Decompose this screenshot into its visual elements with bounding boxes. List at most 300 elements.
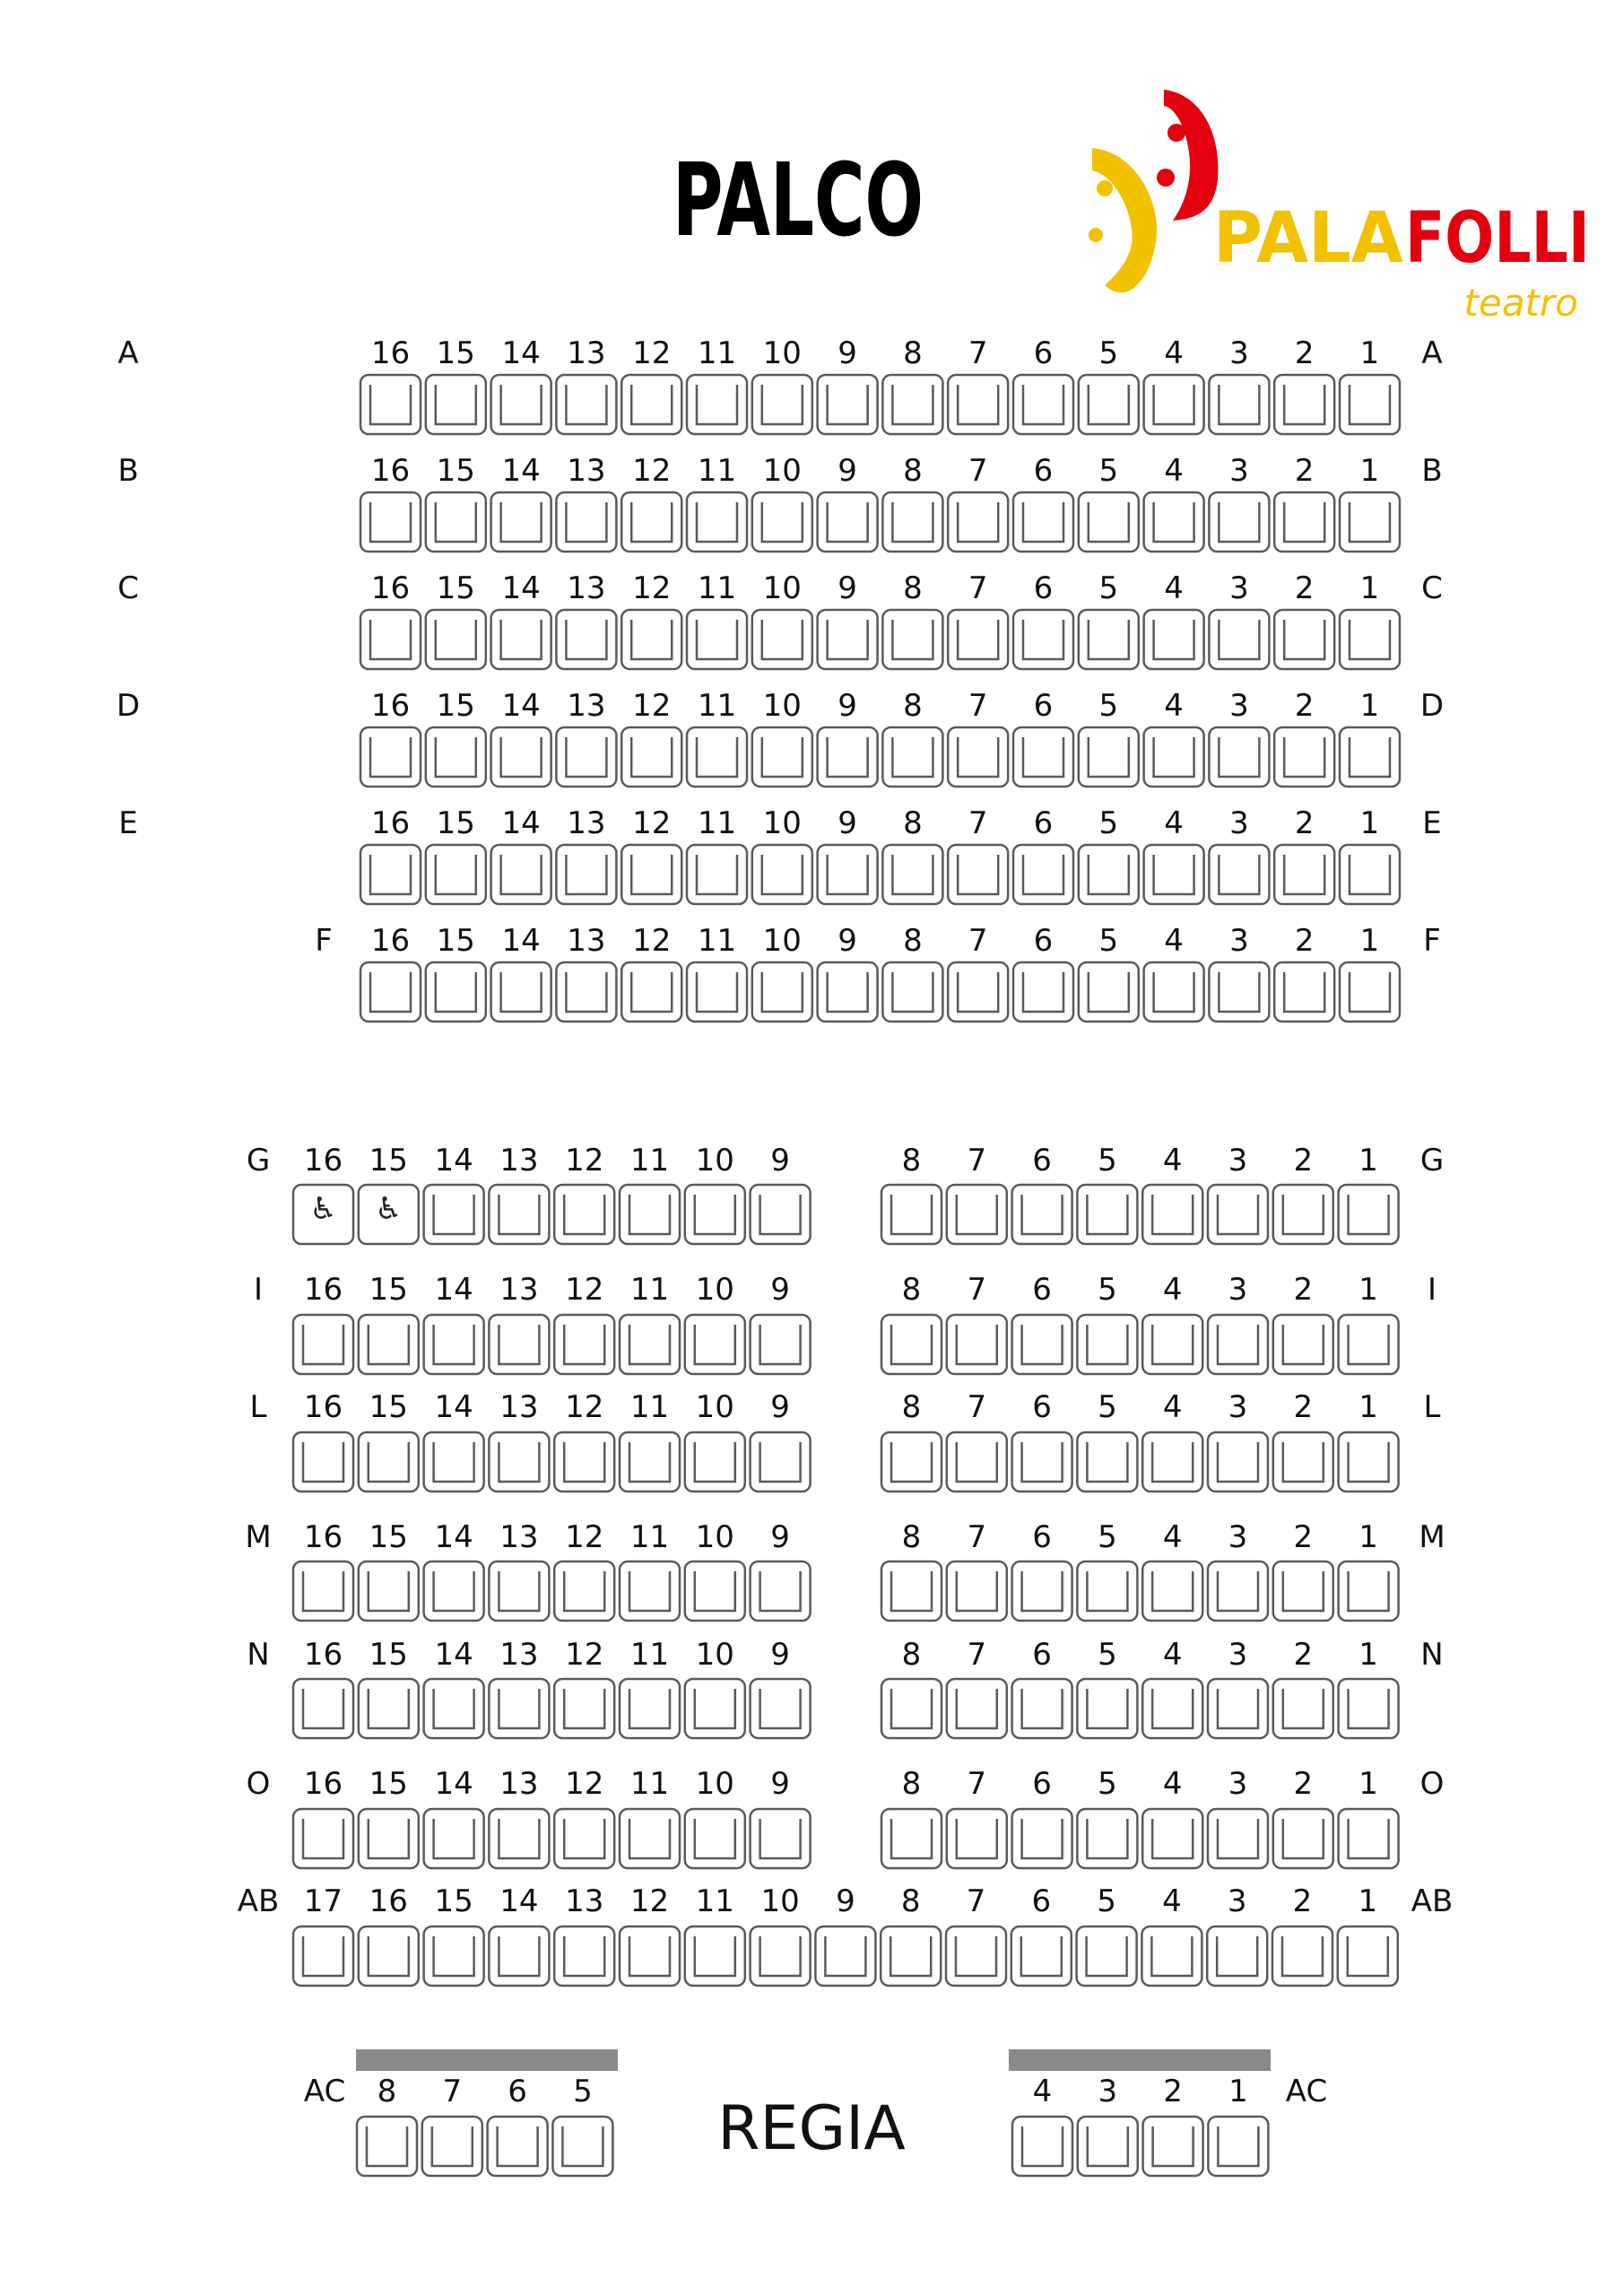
seat-number: 8 — [903, 923, 923, 959]
seat[interactable] — [1340, 962, 1400, 1022]
stage-label: PALCO — [673, 143, 924, 259]
seat[interactable] — [752, 492, 812, 552]
seat-row — [245, 1519, 1445, 1621]
seat[interactable] — [752, 962, 812, 1022]
seat[interactable] — [489, 1679, 549, 1738]
seat-number: 8 — [903, 688, 923, 724]
seat[interactable] — [621, 375, 681, 434]
seat[interactable] — [687, 375, 747, 434]
seat[interactable] — [554, 1809, 614, 1868]
seat[interactable] — [1077, 1679, 1137, 1738]
seat[interactable] — [1273, 1679, 1333, 1738]
seat[interactable] — [1340, 492, 1400, 552]
seat[interactable] — [947, 1432, 1007, 1492]
seat-number: 1 — [1358, 1272, 1378, 1308]
seat[interactable] — [1339, 1315, 1399, 1374]
seat-number: 8 — [901, 1519, 922, 1555]
seat[interactable] — [1011, 1926, 1072, 1986]
seat[interactable] — [1207, 1926, 1267, 1986]
seat[interactable] — [1142, 1809, 1202, 1868]
seat[interactable] — [556, 610, 616, 669]
seat[interactable] — [1012, 1432, 1072, 1492]
seat[interactable] — [1208, 1315, 1268, 1374]
seat[interactable] — [1013, 962, 1073, 1022]
seat-number: 10 — [762, 335, 802, 371]
seat[interactable] — [491, 610, 551, 669]
seat[interactable] — [685, 1809, 745, 1868]
seat-number: 11 — [629, 1389, 670, 1425]
seat[interactable] — [948, 962, 1008, 1022]
seat-number: 7 — [968, 335, 988, 371]
seat-number: 7 — [968, 570, 988, 606]
seat-number: 14 — [434, 1389, 473, 1425]
seat[interactable] — [426, 375, 486, 434]
seat[interactable] — [1273, 1432, 1333, 1492]
seat-number: 3 — [1228, 1143, 1248, 1178]
seat[interactable] — [359, 1315, 419, 1374]
seat[interactable] — [947, 1185, 1007, 1244]
seat-number: 14 — [499, 1883, 539, 1919]
seat[interactable] — [1012, 1561, 1072, 1621]
seat[interactable] — [1144, 727, 1204, 787]
seat[interactable] — [360, 492, 421, 552]
seat-number: 9 — [770, 1389, 790, 1425]
seat[interactable] — [1208, 2117, 1268, 2176]
seat-number: 11 — [697, 923, 737, 959]
seat[interactable] — [489, 1432, 549, 1492]
seat[interactable] — [620, 1561, 680, 1621]
seat[interactable] — [752, 845, 812, 904]
seat[interactable] — [621, 962, 681, 1022]
seat-number: 3 — [1228, 1272, 1248, 1308]
seat[interactable] — [1273, 1185, 1333, 1244]
seat-number: 13 — [567, 335, 606, 371]
seat-number: 5 — [1098, 453, 1119, 489]
seat[interactable] — [947, 1315, 1007, 1374]
seat[interactable] — [359, 1432, 419, 1492]
seat[interactable] — [489, 1185, 549, 1244]
seat[interactable] — [685, 1315, 745, 1374]
seat-number: 1 — [1358, 1519, 1378, 1555]
seat[interactable] — [1079, 610, 1139, 669]
seat-number: 15 — [369, 1766, 408, 1802]
seat[interactable] — [1144, 375, 1204, 434]
seat[interactable] — [1143, 2117, 1203, 2176]
seat[interactable] — [947, 1561, 1007, 1621]
seat[interactable] — [685, 1432, 745, 1492]
seat[interactable] — [556, 845, 616, 904]
seat[interactable] — [752, 727, 812, 787]
seat[interactable] — [489, 1315, 549, 1374]
seat[interactable] — [556, 962, 616, 1022]
seat[interactable] — [554, 1679, 614, 1738]
seat[interactable] — [360, 845, 421, 904]
row-label-right: E — [1422, 805, 1442, 841]
seat-number: 14 — [434, 1143, 473, 1178]
seat[interactable] — [882, 727, 942, 787]
seat[interactable] — [947, 1679, 1007, 1738]
row-label-left: AC — [303, 2074, 346, 2109]
seat-number: 16 — [303, 1766, 343, 1802]
seat[interactable] — [752, 375, 812, 434]
seat[interactable] — [818, 727, 878, 787]
seat[interactable] — [554, 1315, 614, 1374]
seat[interactable] — [554, 1561, 614, 1621]
seat[interactable] — [556, 375, 616, 434]
seat[interactable] — [426, 610, 486, 669]
seat-number: 2 — [1294, 335, 1315, 371]
seat-number: 10 — [762, 453, 802, 489]
seat[interactable] — [426, 962, 486, 1022]
seat-number: 4 — [1032, 2074, 1053, 2109]
seat-number: 3 — [1229, 923, 1249, 959]
seat[interactable] — [1079, 962, 1139, 1022]
seat[interactable] — [882, 492, 942, 552]
seat[interactable] — [948, 845, 1008, 904]
seat-number: 13 — [499, 1272, 539, 1308]
seat[interactable] — [360, 610, 421, 669]
seat-number: 3 — [1228, 1637, 1248, 1673]
seat[interactable] — [1340, 610, 1400, 669]
seat[interactable] — [815, 1926, 875, 1986]
control-room-label: REGIA — [717, 2093, 906, 2164]
seat[interactable] — [620, 1926, 680, 1986]
seat[interactable] — [359, 1809, 419, 1868]
seat[interactable] — [1209, 727, 1269, 787]
brand-tagline: teatro — [1463, 281, 1578, 325]
seat[interactable] — [948, 727, 1008, 787]
seat[interactable] — [1077, 1926, 1137, 1986]
seat[interactable] — [751, 1185, 811, 1244]
seat[interactable] — [621, 492, 681, 552]
seat-number: 3 — [1229, 453, 1249, 489]
seat[interactable] — [1012, 2117, 1072, 2176]
seat[interactable] — [1144, 492, 1204, 552]
seat[interactable] — [751, 1809, 811, 1868]
seat[interactable] — [489, 1561, 549, 1621]
seat[interactable] — [1144, 845, 1204, 904]
seat[interactable] — [1209, 375, 1269, 434]
seat-number: 3 — [1229, 688, 1249, 724]
seat[interactable] — [881, 1185, 942, 1244]
seat-number: 11 — [697, 570, 737, 606]
seat-number: 14 — [434, 1519, 473, 1555]
seat[interactable] — [556, 492, 616, 552]
seat-number: 2 — [1293, 1766, 1314, 1802]
seat[interactable] — [818, 962, 878, 1022]
seat-number: 1 — [1359, 923, 1380, 959]
seat[interactable] — [882, 610, 942, 669]
seat-number: 9 — [838, 335, 857, 371]
seat[interactable] — [1208, 1432, 1268, 1492]
seat[interactable] — [360, 962, 421, 1022]
seat[interactable] — [552, 2117, 612, 2176]
seat[interactable] — [293, 1809, 353, 1868]
seat-number: 10 — [695, 1272, 734, 1308]
seat-number: 4 — [1164, 923, 1184, 959]
seat[interactable] — [946, 1926, 1006, 1986]
seat[interactable] — [1077, 1315, 1137, 1374]
seat[interactable] — [424, 1926, 484, 1986]
seat[interactable] — [1142, 1185, 1202, 1244]
seat[interactable] — [491, 375, 551, 434]
seat[interactable] — [1272, 1926, 1332, 1986]
seat-row — [250, 1389, 1441, 1492]
seat[interactable] — [818, 610, 878, 669]
seat[interactable] — [620, 1185, 680, 1244]
seat-number: 13 — [567, 570, 606, 606]
seat-number: 1 — [1359, 335, 1380, 371]
row-label-left: N — [247, 1637, 270, 1673]
row-label-left: F — [315, 923, 333, 959]
seat-number: 8 — [901, 1389, 922, 1425]
seat-number: 2 — [1294, 805, 1315, 841]
seat-number: 1 — [1228, 2074, 1248, 2109]
seat[interactable] — [621, 727, 681, 787]
seat[interactable] — [1013, 610, 1073, 669]
seat[interactable] — [687, 962, 747, 1022]
seat[interactable] — [1209, 492, 1269, 552]
seat[interactable] — [489, 1926, 549, 1986]
seat[interactable] — [1339, 1679, 1399, 1738]
seat[interactable] — [1209, 610, 1269, 669]
seat[interactable] — [491, 727, 551, 787]
seat-number: 15 — [436, 335, 475, 371]
seat[interactable] — [360, 727, 421, 787]
seat[interactable] — [882, 845, 942, 904]
seat-number: 2 — [1163, 2074, 1183, 2109]
seat[interactable] — [424, 1561, 484, 1621]
seat[interactable] — [947, 1809, 1007, 1868]
seat[interactable] — [293, 1315, 353, 1374]
seat[interactable] — [1339, 1561, 1399, 1621]
seat[interactable] — [1013, 845, 1073, 904]
seat[interactable] — [1209, 845, 1269, 904]
seat[interactable] — [687, 610, 747, 669]
seat-number: 10 — [762, 688, 802, 724]
seat-number: 7 — [968, 688, 988, 724]
seat[interactable] — [1079, 727, 1139, 787]
seat[interactable] — [1079, 845, 1139, 904]
seat[interactable] — [1339, 1432, 1399, 1492]
palafolli-logo — [1089, 90, 1590, 325]
seat[interactable] — [426, 492, 486, 552]
seat[interactable] — [359, 1561, 419, 1621]
seat[interactable] — [424, 1185, 484, 1244]
seat[interactable] — [687, 727, 747, 787]
seat[interactable] — [1078, 2117, 1138, 2176]
seat[interactable] — [491, 962, 551, 1022]
seat[interactable] — [422, 2117, 482, 2176]
seat[interactable] — [818, 492, 878, 552]
seat-number: 7 — [442, 2074, 463, 2109]
seat[interactable] — [1012, 1809, 1072, 1868]
seat[interactable] — [1274, 492, 1334, 552]
seat[interactable] — [1079, 375, 1139, 434]
seat[interactable] — [1142, 1561, 1202, 1621]
seat[interactable] — [424, 1432, 484, 1492]
seat[interactable] — [881, 1926, 941, 1986]
seat[interactable] — [1144, 610, 1204, 669]
seat[interactable] — [1209, 962, 1269, 1022]
seat[interactable] — [1077, 1561, 1137, 1621]
seat[interactable] — [1142, 1679, 1202, 1738]
seat[interactable] — [620, 1315, 680, 1374]
seat[interactable] — [359, 1926, 419, 1986]
seat[interactable] — [1340, 375, 1400, 434]
seat[interactable] — [621, 610, 681, 669]
seat[interactable] — [1208, 1679, 1268, 1738]
seat-number: 4 — [1162, 1143, 1183, 1178]
seat[interactable] — [1338, 1926, 1398, 1986]
seat[interactable] — [1274, 962, 1334, 1022]
row-label-right: AC — [1285, 2074, 1328, 2109]
seat[interactable] — [1274, 610, 1334, 669]
seat[interactable] — [293, 1926, 353, 1986]
seat[interactable] — [818, 845, 878, 904]
seat[interactable] — [1208, 1809, 1268, 1868]
seat[interactable] — [1340, 727, 1400, 787]
seat[interactable] — [685, 1561, 745, 1621]
seat-number: 11 — [697, 805, 737, 841]
seat[interactable] — [424, 1809, 484, 1868]
seat[interactable] — [554, 1432, 614, 1492]
seat[interactable] — [1077, 1185, 1137, 1244]
seat[interactable] — [293, 1561, 353, 1621]
seat-number: 7 — [967, 1389, 987, 1425]
seat[interactable] — [1208, 1185, 1268, 1244]
seat-row — [315, 923, 1441, 1022]
seat[interactable] — [620, 1679, 680, 1738]
seat[interactable] — [1077, 1432, 1137, 1492]
seat[interactable] — [1274, 845, 1334, 904]
seat[interactable] — [621, 845, 681, 904]
seat[interactable] — [489, 1809, 549, 1868]
seat[interactable] — [1142, 1432, 1202, 1492]
seat-number: 4 — [1162, 1883, 1182, 1919]
row-label-right: F — [1423, 923, 1441, 959]
seat[interactable] — [882, 375, 942, 434]
seat[interactable] — [751, 1679, 811, 1738]
seat-number: 1 — [1359, 805, 1380, 841]
seat-number: 11 — [697, 335, 737, 371]
seat-row — [117, 688, 1444, 787]
seat-number: 8 — [901, 1637, 922, 1673]
seat[interactable] — [1273, 1809, 1333, 1868]
row-label-left: G — [246, 1143, 271, 1178]
seat[interactable] — [293, 1679, 353, 1738]
seat[interactable] — [1013, 375, 1073, 434]
seat[interactable] — [882, 962, 942, 1022]
seat[interactable] — [948, 610, 1008, 669]
seat[interactable] — [424, 1679, 484, 1738]
seat[interactable] — [554, 1185, 614, 1244]
seat-number: 9 — [836, 1883, 855, 1919]
seat[interactable] — [1339, 1185, 1399, 1244]
seat-number: 6 — [1033, 335, 1054, 371]
seat[interactable] — [752, 610, 812, 669]
seat[interactable] — [426, 727, 486, 787]
seat[interactable] — [685, 1926, 745, 1986]
seat-number: 9 — [838, 805, 857, 841]
seat[interactable] — [360, 375, 421, 434]
seat[interactable] — [818, 375, 878, 434]
seat[interactable] — [1077, 1809, 1137, 1868]
seat-number: 14 — [501, 453, 541, 489]
seat[interactable] — [685, 1185, 745, 1244]
seat[interactable] — [687, 845, 747, 904]
seat-number: 2 — [1294, 570, 1315, 606]
seat[interactable] — [620, 1809, 680, 1868]
seat-number: 16 — [370, 805, 411, 841]
seat[interactable] — [293, 1432, 353, 1492]
seat[interactable] — [1141, 1926, 1202, 1986]
seat[interactable] — [1013, 727, 1073, 787]
seat[interactable] — [1274, 375, 1334, 434]
row-label-left: E — [118, 805, 138, 841]
seat[interactable] — [491, 845, 551, 904]
seat[interactable] — [1012, 1679, 1072, 1738]
seat[interactable] — [1079, 492, 1139, 552]
seat-number: 1 — [1358, 1883, 1378, 1919]
seat[interactable] — [1208, 1561, 1268, 1621]
seat[interactable] — [948, 492, 1008, 552]
seat-row — [247, 1143, 1444, 1244]
seat[interactable] — [687, 492, 747, 552]
seat[interactable] — [1144, 962, 1204, 1022]
seat[interactable] — [491, 492, 551, 552]
seat[interactable] — [751, 1432, 811, 1492]
seat-number: 9 — [838, 453, 857, 489]
row-label-left: D — [116, 688, 141, 724]
seat[interactable] — [685, 1679, 745, 1738]
seat[interactable] — [488, 2117, 548, 2176]
seat[interactable] — [620, 1432, 680, 1492]
seat[interactable] — [359, 1679, 419, 1738]
seat[interactable] — [751, 1926, 811, 1986]
seat[interactable] — [293, 1185, 353, 1244]
seat[interactable] — [881, 1809, 942, 1868]
seat[interactable] — [554, 1926, 614, 1986]
seat-number: 12 — [632, 923, 672, 959]
seat[interactable] — [1012, 1185, 1072, 1244]
seat[interactable] — [1142, 1315, 1202, 1374]
seat-number: 3 — [1229, 570, 1249, 606]
seat[interactable] — [424, 1315, 484, 1374]
seat[interactable] — [1273, 1315, 1333, 1374]
seat[interactable] — [948, 375, 1008, 434]
seat[interactable] — [881, 1561, 942, 1621]
seat[interactable] — [1340, 845, 1400, 904]
seat[interactable] — [426, 845, 486, 904]
seat[interactable] — [1274, 727, 1334, 787]
seat[interactable] — [1339, 1809, 1399, 1868]
seat[interactable] — [881, 1679, 942, 1738]
seat-number: 7 — [966, 1883, 986, 1919]
seat[interactable] — [1273, 1561, 1333, 1621]
seat[interactable] — [751, 1315, 811, 1374]
seat[interactable] — [881, 1432, 942, 1492]
seat-number: 6 — [1032, 1272, 1052, 1308]
seat[interactable] — [556, 727, 616, 787]
seat[interactable] — [1012, 1315, 1072, 1374]
seat[interactable] — [881, 1315, 942, 1374]
seat[interactable] — [359, 1185, 419, 1244]
seat[interactable] — [357, 2117, 417, 2176]
seat[interactable] — [751, 1561, 811, 1621]
seat-number: 13 — [567, 688, 606, 724]
seat[interactable] — [1013, 492, 1073, 552]
